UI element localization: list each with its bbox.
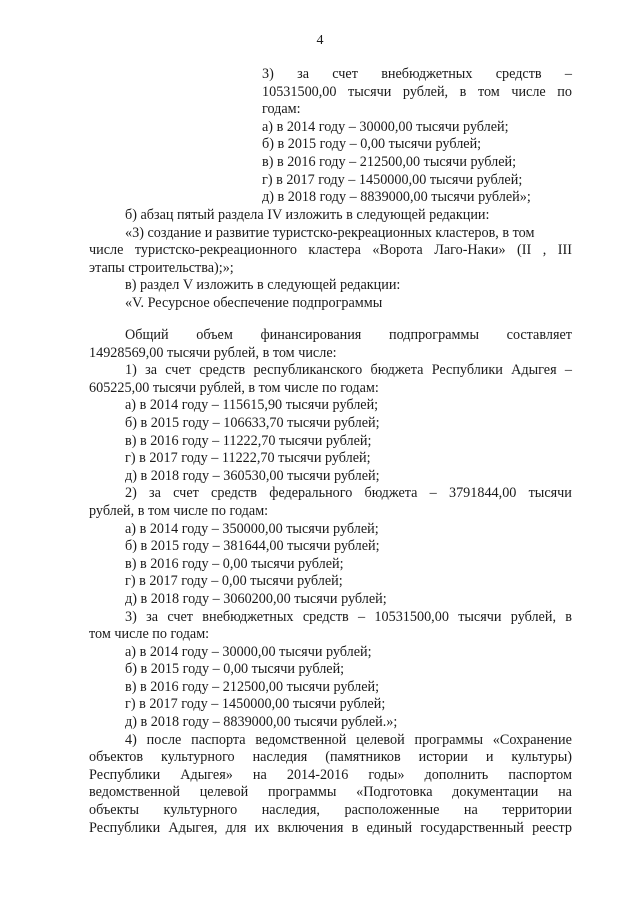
word: по (557, 83, 572, 100)
word: том (477, 83, 500, 100)
text-line: годам: (262, 101, 301, 118)
resource-section (89, 327, 572, 837)
word: для (225, 819, 247, 836)
paragraph-line: б) абзац пятый раздела IV изложить в следующей редакции: (125, 207, 490, 223)
paragraph-line: этапы строительства);»; (89, 259, 234, 276)
word: 3) (262, 66, 274, 82)
word: на (463, 802, 478, 819)
word: на (252, 766, 267, 783)
word: наследия, (261, 802, 320, 819)
word: – (358, 608, 366, 625)
word: тысячи (528, 485, 572, 502)
justified-line (262, 84, 572, 102)
word: дополнить (424, 766, 489, 783)
word: составляет (506, 327, 572, 343)
word: Адыгея, (168, 819, 218, 836)
list-item: б) в 2015 году – 0,00 тысячи рублей; (262, 136, 482, 153)
section-heading: «V. Ресурсное обеспечение подпрограммы (125, 294, 383, 311)
list-item: а) в 2014 году – 30000,00 тысячи рублей; (125, 643, 372, 660)
word: реестр (532, 819, 572, 836)
justified-line (89, 802, 572, 820)
word: бюджета (370, 362, 424, 379)
word: Республики (431, 362, 503, 379)
word: 2014-2016 (286, 766, 349, 783)
word: наследия (252, 749, 308, 766)
page-number: 4 (316, 33, 324, 48)
word: «Подготовка (356, 784, 433, 801)
paragraph-line: том числе по годам: (89, 626, 210, 643)
word: объекты (89, 802, 140, 819)
word: 10531500,00 (374, 608, 449, 625)
word: счет (332, 66, 358, 82)
paragraph-line: «3) создание и развитие туристско-рекреационных кластеров, в том (125, 224, 535, 241)
word: программы (414, 731, 483, 748)
justified-line (89, 327, 572, 345)
word: после (146, 731, 182, 748)
justified-line (89, 609, 572, 627)
word: культурного (163, 802, 238, 819)
word: (II (517, 242, 532, 259)
word: средств (495, 66, 542, 82)
word: – (564, 362, 572, 379)
word: культурного (161, 749, 235, 766)
word: за (146, 608, 159, 625)
word: включения (277, 819, 344, 836)
word: государственный (420, 819, 524, 836)
word: их (254, 819, 270, 836)
word: счет (173, 485, 199, 502)
word: средств (199, 362, 246, 379)
word: и (485, 749, 494, 766)
list-item: в) в 2016 году – 11222,70 тысячи рублей; (125, 432, 372, 449)
word: за (297, 66, 309, 82)
list-item: б) в 2015 году – 106633,70 тысячи рублей; (125, 414, 380, 431)
word: тысячи (458, 608, 502, 625)
word: 2) (125, 485, 137, 502)
word: средств (211, 485, 257, 502)
list-item: д) в 2018 году – 8839000,00 тысячи рублей»; (262, 189, 531, 206)
justified-line (89, 749, 572, 767)
word: рублей, (510, 608, 556, 625)
paragraph-line: в) раздел V изложить в следующей редакции: (125, 277, 401, 294)
list-item: в) в 2016 году – 212500,00 тысячи рублей; (125, 678, 380, 695)
word: в (565, 608, 572, 625)
word: Адыгея (511, 362, 557, 379)
list-item: а) в 2014 году – 30000,00 тысячи рублей; (262, 118, 509, 135)
word: бюджета (364, 485, 418, 502)
word: Лаго-Наки» (434, 242, 506, 259)
word: целевой (199, 784, 249, 801)
word: за (145, 362, 158, 379)
word: 10531500,00 (262, 83, 337, 100)
word: – (564, 66, 572, 82)
word: тысячи (348, 83, 392, 100)
justified-line (89, 242, 572, 260)
word: федерального (269, 485, 353, 502)
list-item: д) в 2018 году – 8839000,00 тысячи рублей.»; (125, 714, 398, 731)
word: туристско-рекреационного (134, 242, 297, 259)
word: средств (302, 608, 349, 625)
word: документации (452, 784, 539, 801)
list-item: б) в 2015 году – 0,00 тысячи рублей; (125, 661, 345, 678)
list-item: б) в 2015 году – 381644,00 тысячи рублей; (125, 538, 380, 555)
word: расположенные (344, 802, 440, 819)
paragraph-line: 605225,00 тысячи рублей, в том числе по годам: (89, 379, 379, 396)
word: 4) (125, 731, 137, 748)
word: за (149, 485, 161, 502)
word: внебюджетных (381, 66, 473, 82)
word: культуры) (511, 749, 572, 766)
word: кластера (308, 242, 361, 259)
word: Общий (125, 327, 169, 343)
paragraph-line: рублей, в том числе по годам: (89, 502, 269, 519)
list-item: г) в 2017 году – 1450000,00 тысячи рублей; (125, 696, 386, 713)
list-item: в) в 2016 году – 0,00 тысячи рублей; (125, 555, 344, 572)
word: паспорта (191, 731, 246, 748)
amendment-block (89, 207, 572, 313)
list-item: г) в 2017 году – 0,00 тысячи рублей; (125, 573, 343, 590)
word: подпрограммы (389, 327, 479, 343)
word: Адыгея» (180, 766, 233, 783)
justified-line (262, 66, 572, 84)
word: III (557, 242, 572, 259)
justified-line (89, 767, 572, 785)
word: ведомственной (255, 731, 347, 748)
word: республиканского (253, 362, 363, 379)
list-item: а) в 2014 году – 350000,00 тысячи рублей; (125, 520, 379, 537)
list-item: а) в 2014 году – 115615,90 тысячи рублей; (125, 397, 379, 414)
word: в (351, 819, 359, 836)
word: в (459, 83, 467, 100)
word: единый (366, 819, 413, 836)
word: истории (418, 749, 468, 766)
list-item: г) в 2017 году – 11222,70 тысячи рублей; (125, 450, 371, 467)
word: паспортом (508, 766, 572, 783)
justified-line (89, 362, 572, 380)
word: 3791844,00 (448, 485, 517, 502)
word: целевой (356, 731, 405, 748)
word: Республики (89, 819, 161, 836)
word: , (542, 242, 547, 259)
list-item: д) в 2018 году – 360530,00 тысячи рублей; (125, 467, 380, 484)
paragraph-line: 14928569,00 тысячи рублей, в том числе: (89, 344, 337, 361)
word: рублей, (402, 83, 449, 100)
word: счет (165, 362, 191, 379)
justified-line (89, 732, 572, 750)
word: объем (196, 327, 233, 343)
word: программы (267, 784, 337, 801)
list-item: в) в 2016 году – 212500,00 тысячи рублей; (262, 153, 517, 170)
word: 3) (125, 608, 137, 625)
word: «Сохранение (492, 731, 572, 748)
word: объектов (89, 749, 144, 766)
top-block (262, 66, 572, 207)
word: «Ворота (372, 242, 423, 259)
justified-line (89, 784, 572, 802)
word: числе (89, 242, 124, 259)
word: (памятников (325, 749, 401, 766)
list-item: д) в 2018 году – 3060200,00 тысячи рублей; (125, 590, 387, 607)
word: внебюджетных (202, 608, 294, 625)
word: Республики (89, 766, 161, 783)
word: – (429, 485, 437, 502)
word: 1) (125, 362, 137, 379)
word: числе (511, 83, 546, 100)
word: на (558, 784, 572, 801)
word: территории (502, 802, 572, 819)
justified-line (89, 820, 572, 838)
word: ведомственной (89, 784, 181, 801)
word: годы» (368, 766, 405, 783)
word: счет (167, 608, 193, 625)
justified-line (89, 485, 572, 503)
list-item: г) в 2017 году – 1450000,00 тысячи рублей; (262, 171, 523, 188)
word: финансирования (260, 327, 362, 343)
